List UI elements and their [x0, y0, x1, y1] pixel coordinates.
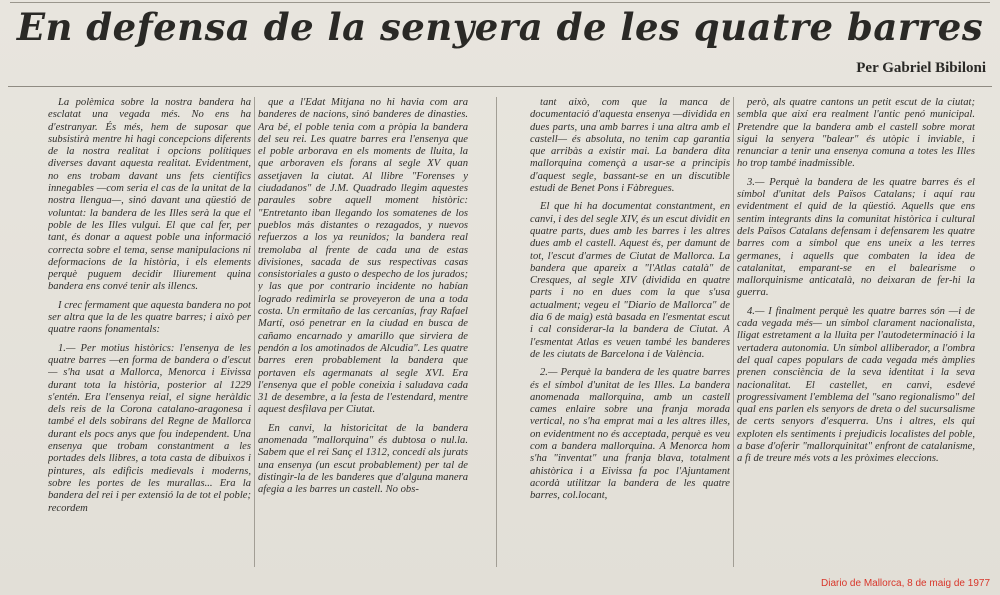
article-paragraph: 1.— Per motius històrics: l'ensenya de les quatre barres —en forma de bandera o d'escut— s'ha usat a Mallorca, Menorca i Eivissa durant tota la història, posterior al 1229 s'entén. Era l'ensenya reial, el signe heràldic dels reis de la Corona catalano-aragonesa i també el dels sobirans del Regne de Mallorca durant els pocs anys que fou independent. Una ensenya que trobam constantment a les portades dels llibres, a tota casta de dibuixos i pintures, als edificis medievals i moderns, sobre les portes de les murallas... Era la bandera del rei i per extensió la de tot el poble; recordem	[48, 342, 251, 514]
article-paragraph: La polèmica sobre la nostra bandera ha esclatat una vegada més. No ens ha d'estranyar. És més, hem de suposar que subsistirà mentre hi hagi concepcions diferents de la nostra realitat i opcions polítiques diverses davant aquesta realitat. Evidentment, no ens trobam davant uns fets científics innegables —com seria el cas de la unitat de la nostra llengua—, sinó davant una qüestió de voluntat: la bandera de les Illes serà la que el poble de les Illes vulgui. El que cal fer, per tant, és donar a aquest poble una informació correcta sobre el tema, sense manipulacions ni deformacions de la història, i els elements perquè puguem decidir lliurement quina bandera ens convé tenir als illencs.	[48, 97, 251, 293]
article-column-1	[48, 97, 251, 567]
article-column-3	[530, 97, 730, 567]
column-divider	[496, 97, 497, 567]
article-paragraph: però, als quatre cantons un petit escut de la ciutat; sembla que així era realment l'antic penó municipal. Pretendre que la bandera amb el castell sobre morat sigui la senyera "balear" és utòpic i inviable, i renunciar a tenir una ensenya comuna a totes les Illes ho trop també inadmissible.	[737, 97, 975, 170]
article-title: En defensa de la senyera de les quatre barres	[16, 5, 984, 49]
article-column-4	[737, 97, 975, 567]
article-paragraph: En canvi, la historicitat de la bandera anomenada "mallorquina" és dubtosa o nul.la. Sabem que el rei Sanç el 1312, concedí als jurats una ensenya (un escut probablement) per tal de distingir-la de les banderes que d'alguna manera afegia a les barres un castell. No obs-	[258, 422, 468, 496]
article-paragraph: El que hi ha documentat constantment, en canvi, i des del segle XIV, és un escut dividit en quatre parts, dues amb les barres i les altres dues amb el castell. Aquest és, per damunt de tot, l'escut d'armes de Ciutat de Mallorca. La bandera que apareix a "l'Atlas català" de Cresques, al segle XIV (dividida en quatre parts i no en dues com la que s'usa actualment; vegeu el "Diario de Mallorca" de dia 6 de maig) està basada en l'esmentat escut i cal considerar-la la bandera de Ciutat. A l'esmentat Atlas es veuen també les banderes de les ciutats de Barcelona i de València.	[530, 201, 730, 360]
header-rule	[8, 86, 992, 87]
article-paragraph: que a l'Edat Mitjana no hi havia com ara banderes de nacions, sinó banderes de dinasties. Ara bé, el poble tenia com a pròpia la bandera del seu rei. Les quatre barres era l'ensenya que el poble arborava en els moments de lluita, la que arboraven els forans al segle XV quan assetjaven la ciutat. Al llibre "Forenses y ciudadanos" de J.M. Quadrado llegim aquestes paraules sobre aquell moment històric: "Entretanto iban llegando los somatenes de los pueblos más distantes o rezagados, y nuevos refuerzos a los ya reunidos; la bandera real tremolaba al frente de cada una de estas divisiones, sacada de sus respectivas casas consistoriales a gusto o despecho de los jurados; y las que por contrario incidente no habían logrado redimirla se proveyeron de una a toda costa. Un ermitaño de las cercanías, fray Rafael Martí, osó penetrar en la ciudad en busca de cañamo encarnado y amarillo que sirviera de pendón a los amotinados de Alcudia". Les quatre barres eren probablement la bandera que portaven els agermanats al segle XVI. Era l'ensenya que el poble coneixia i saludava cada 31 de desembre, a la festa de l'estendard, mentre aquest desfilava per Ciutat.	[258, 97, 468, 416]
article-paragraph: tant això, com que la manca de documentació d'aquesta ensenya —dividida en dues parts, una amb barres i una altra amb el castell— és absoluta, no tenim cap garantia que arribàs a existir mai. La bandera dita mallorquina començà a usar-se a principis d'aquest segle, bassant-se en un discutible estudi de Benet Pons i Fàbregues.	[530, 97, 730, 195]
article-paragraph: 2.— Perquè la bandera de les quatre barres és el símbol d'unitat de les Illes. La bandera anomenada mallorquina, amb un castell cames enlaire sobre una franja morada vertical, no s'ha emprat mai a les altres illes, on evidentment no és acceptada, perquè es veu com a bandera mallorquina. A Menorca hom s'ha "inventat" una franja blava, totalment ahistòrica i a Eivissa fa poc l'Ajuntament acordà utilitzar la bandera de les quatre barres, col.locant,	[530, 367, 730, 502]
column-divider	[254, 97, 255, 567]
article-column-2	[258, 97, 468, 567]
top-rule	[10, 2, 990, 3]
article-paragraph: 3.— Perquè la bandera de les quatre barres és el símbol d'unitat dels Països Catalans; i aquí rau evidentment el quid de la qüestió. Aquells que ens sentim integrants dins la comunitat històrica i cultural dels Països Catalans defensam i defensarem les quatre barres com a símbol que ens uneix a les terres germanes, i aquells que combaten la idea de catalanitat, emparant-se en el balearisme o mallorquinisme anticatalà, no deixaran de fer-hi la guerra.	[737, 176, 975, 299]
article-byline: Per Gabriel Bibiloni	[856, 60, 986, 76]
source-caption: Diario de Mallorca, 8 de maig de 1977	[821, 578, 990, 589]
article-paragraph: I crec fermament que aquesta bandera no pot ser altra que la de les quatre barres; i això per quatre raons fonamentals:	[48, 299, 251, 336]
column-divider	[733, 97, 734, 567]
article-paragraph: 4.— I finalment perquè les quatre barres són —i de cada vegada més— un símbol clarament nacionalista, lligat estretament a la lluita per l'autodeterminació i la vertadera autonomia. Un símbol alliberador, a l'ombra del qual capes populars de cada vegada més àmplies prenen consciència de la seva identitat i la seva nacionalitat. El castellet, en canvi, esdevé progressivament l'emblema del "sano regionalismo" del qual ens parlen els senyors de dreta o del sucursalisme de certs senyors d'esquerra. Uns i altres, els qui exploten els sentiments i prejudicis localistes del poble, a base d'oferir "mallorquinitat" enfront de catalanisme, a fi de treure més vots a les pròximes eleccions.	[737, 305, 975, 465]
